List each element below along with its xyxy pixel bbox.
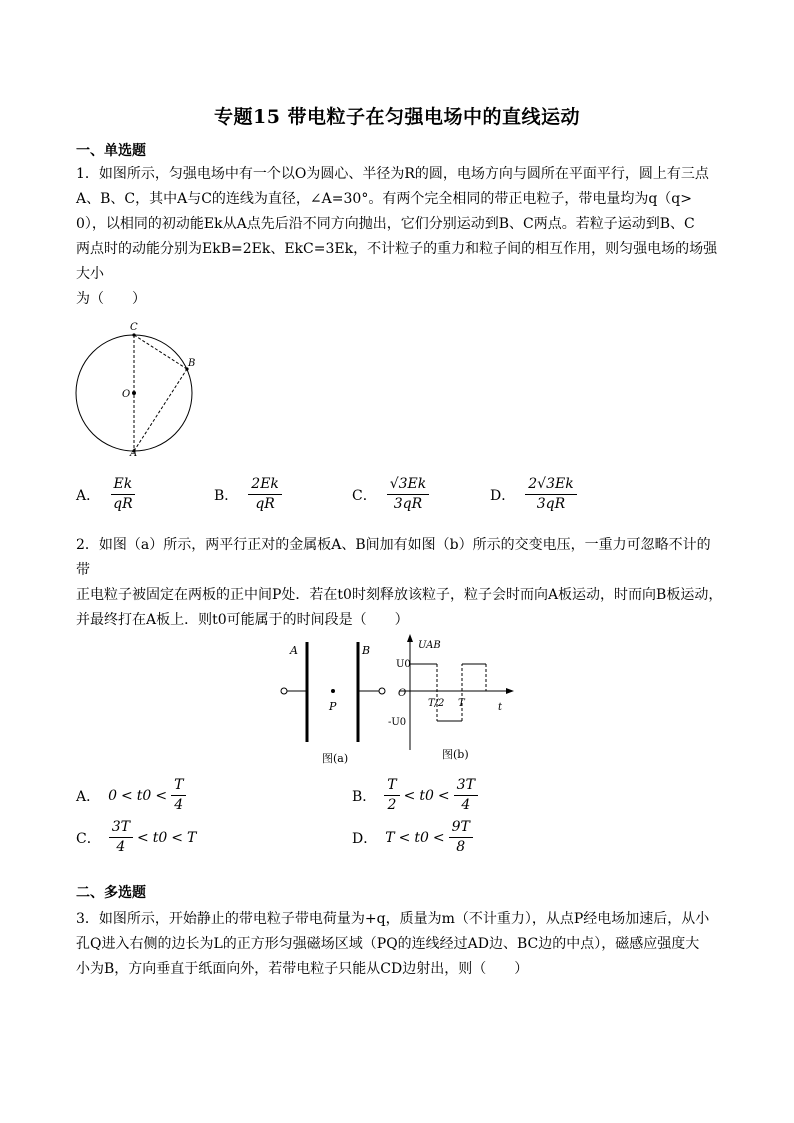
inequality: $\frac{3T}{4}$ < t0 < T xyxy=(109,818,197,857)
section-heading-multi-choice: 二、多选题 xyxy=(76,885,146,901)
chord-ab xyxy=(134,369,187,451)
q1-option-c[interactable]: C． $\frac{√3Ek}{3qR}$ xyxy=(352,475,429,514)
label-p: P xyxy=(329,700,337,713)
label-half-period: T/2 xyxy=(428,698,445,709)
fraction: $\frac{√3Ek}{3qR}$ xyxy=(387,475,430,514)
q2-line-2: 正电粒子被固定在两板的正中间P处．若在t0时刻释放该粒子，粒子会时而向A板运动，时而向B板运动， xyxy=(76,587,723,603)
chord-cb xyxy=(134,335,187,369)
inequality: $\frac{T}{2}$ < t0 < $\frac{3T}{4}$ xyxy=(384,776,478,815)
label-uab: UAB xyxy=(418,640,441,651)
label-a: A xyxy=(130,448,138,458)
fraction: $\frac{2Ek}{qR}$ xyxy=(248,475,282,514)
label-c: C xyxy=(130,322,138,333)
label-plate-a: A xyxy=(290,644,298,657)
q2-option-b[interactable]: B． $\frac{T}{2}$ < t0 < $\frac{3T}{4}$ xyxy=(352,776,478,815)
label-period: T xyxy=(458,698,465,709)
label-b: B xyxy=(188,358,196,369)
q2-option-c[interactable]: C． $\frac{3T}{4}$ < t0 < T xyxy=(76,819,197,855)
fraction: $\frac{Ek}{qR}$ xyxy=(110,475,136,514)
label-o: O xyxy=(122,389,131,400)
q1-line-1: 1．如图所示，匀强电场中有一个以O为圆心、半径为R的圆，电场方向与圆所在平面平行，圆上有三点 xyxy=(76,166,709,182)
q1-option-a[interactable]: A． $\frac{Ek}{qR}$ xyxy=(76,475,136,514)
q3-line-3: 小为B，方向垂直于纸面向外，若带电粒子只能从CD边射出，则（ ） xyxy=(76,961,529,977)
q2-option-a[interactable]: A． 0 < t0 < $\frac{T}{4}$ xyxy=(76,776,186,815)
label-u0: U0 xyxy=(396,659,411,670)
label-t-axis: t xyxy=(498,702,503,713)
fraction: $\frac{2√3Ek}{3qR}$ xyxy=(525,475,576,514)
q1-line-2: A、B、C，其中A与C的连线为直径，∠A=30°。有两个完全相同的带正电粒子，带电量均为q（q> xyxy=(76,191,692,207)
caption-figure-a: 图(a) xyxy=(322,752,349,765)
label-origin: O xyxy=(398,688,407,699)
q2-line-3: 并最终打在A板上．则t0可能属于的时间段是（ ） xyxy=(76,612,409,628)
terminal-left xyxy=(281,688,287,694)
q2-option-d[interactable]: D． T < t0 < $\frac{9T}{8}$ xyxy=(352,818,473,857)
label-plate-b: B xyxy=(362,644,371,657)
q3-line-2: 孔Q进入右侧的边长为L的正方形匀强磁场区域（PQ的连线经过AD边、BC边的中点），磁感应强度大 xyxy=(76,936,700,952)
q2-line-1: 2．如图（a）所示，两平行正对的金属板A、B间加有如图（b）所示的交变电压，一重力可忽略不计的带 xyxy=(76,537,711,578)
q3-line-1: 3．如图所示，开始静止的带电粒子带电荷量为+q，质量为m（不计重力），从点P经电场加速后，从小 xyxy=(76,911,710,927)
section-heading-single-choice: 一、单选题 xyxy=(76,143,146,159)
q1-line-3: 0），以相同的初动能Ek从A点先后沿不同方向抛出，它们分别运动到B、C两点。若粒子运动到B、C xyxy=(76,216,695,232)
q1-option-d[interactable]: D． $\frac{2√3Ek}{3qR}$ xyxy=(490,475,577,514)
question-2-text xyxy=(76,533,724,633)
question-3-text xyxy=(76,907,724,982)
point-p xyxy=(331,689,335,693)
caption-figure-b: 图(b) xyxy=(442,748,469,761)
question-1-text xyxy=(76,162,724,312)
label-neg-u0: -U0 xyxy=(388,717,407,728)
q1-option-b[interactable]: B． $\frac{2Ek}{qR}$ xyxy=(214,475,282,514)
q1-line-5: 为（ ） xyxy=(76,291,146,307)
q2-figure-b-voltage-graph xyxy=(362,630,522,770)
q1-line-4: 两点时的动能分别为EkB=2Ek、EkC=3Ek，不计粒子的重力和粒子间的相互作用，则匀强电场的场强大小 xyxy=(76,241,718,282)
center-point xyxy=(132,391,136,395)
page-title: 专题15 带电粒子在匀强电场中的直线运动 xyxy=(213,106,581,128)
inequality: 0 < t0 < $\frac{T}{4}$ xyxy=(108,776,186,815)
q1-circle-figure xyxy=(70,318,210,458)
inequality: T < t0 < $\frac{9T}{8}$ xyxy=(385,818,473,857)
